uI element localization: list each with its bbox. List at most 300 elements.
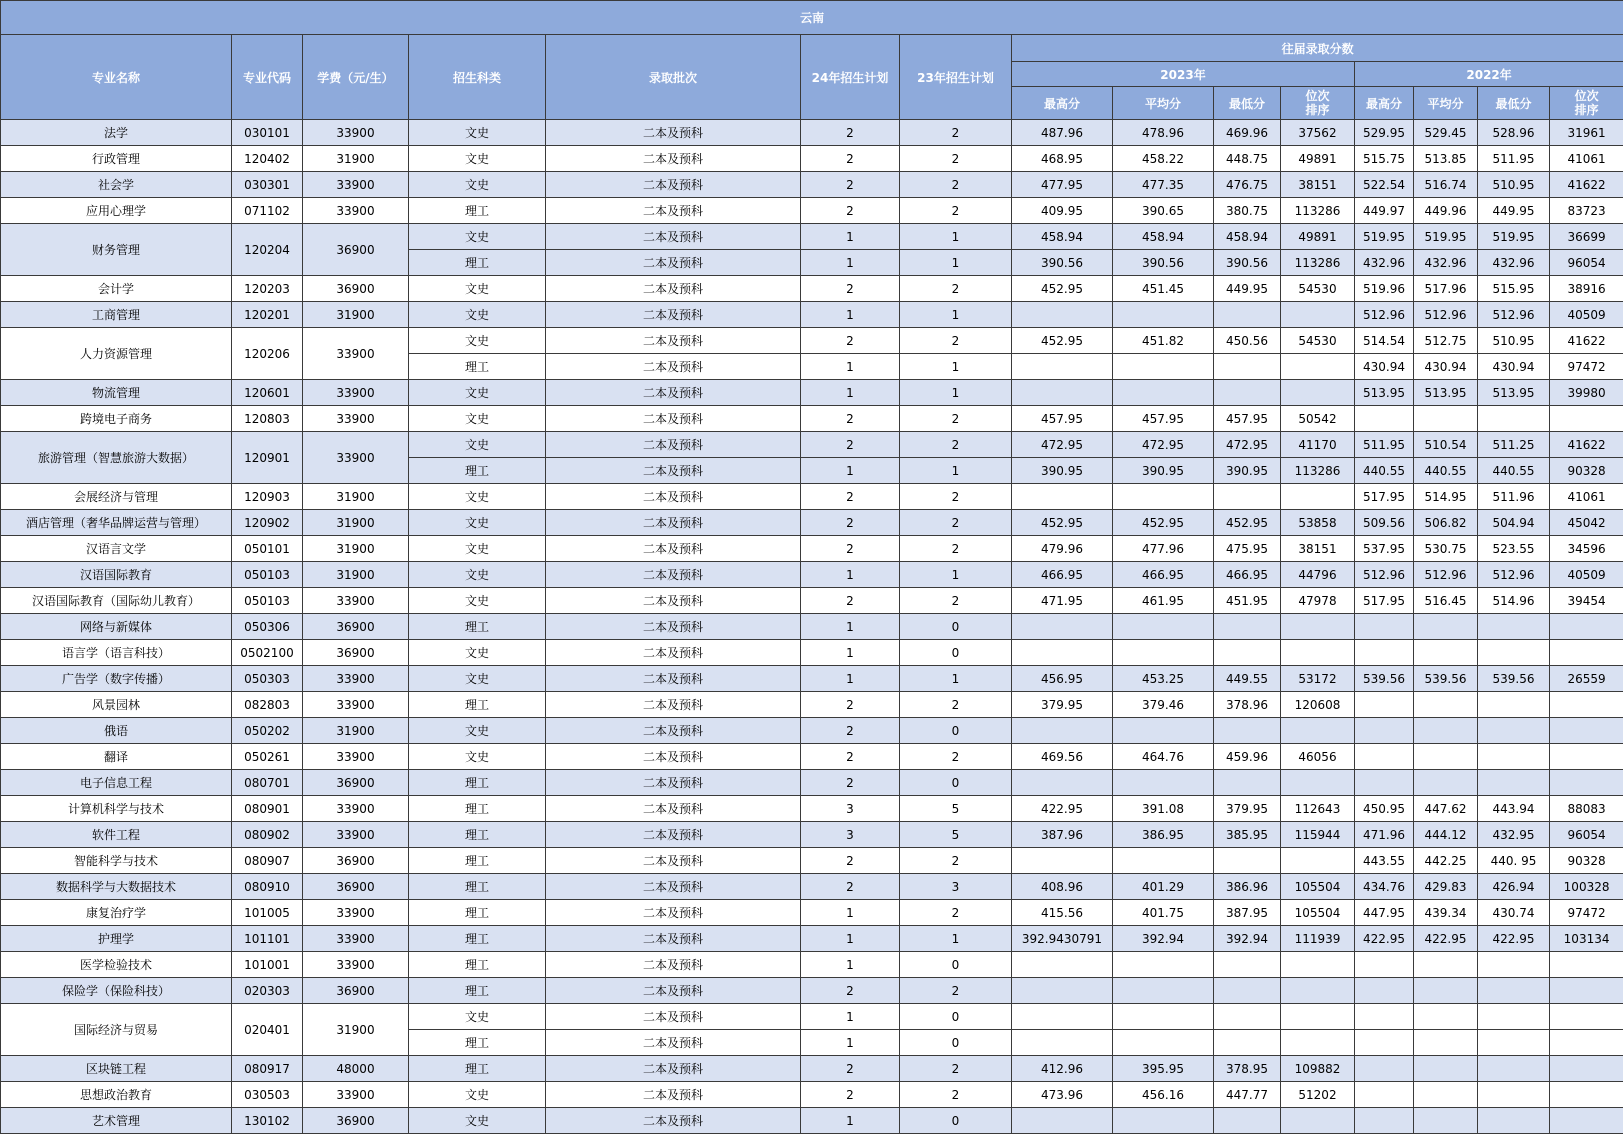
table-row bbox=[1, 562, 1623, 588]
subject-cell: 文史 bbox=[409, 1082, 546, 1108]
plan-2023-cell: 3 bbox=[900, 874, 1012, 900]
batch-cell: 二本及预科 bbox=[546, 224, 801, 250]
score-2022-max-cell bbox=[1355, 1082, 1414, 1108]
major-name-cell: 护理学 bbox=[1, 926, 232, 952]
batch-cell: 二本及预科 bbox=[546, 536, 801, 562]
plan-2023-cell: 1 bbox=[900, 354, 1012, 380]
batch-cell: 二本及预科 bbox=[546, 718, 801, 744]
major-code-cell: 030503 bbox=[232, 1082, 303, 1108]
plan-2023-cell: 1 bbox=[900, 926, 1012, 952]
score-2022-rank-cell: 41622 bbox=[1550, 432, 1623, 458]
score-2023-avg-cell bbox=[1113, 1004, 1214, 1030]
header-year-2022: 2022年 bbox=[1355, 62, 1623, 87]
score-2023-rank-cell: 54530 bbox=[1281, 328, 1355, 354]
score-2022-max-cell: 537.95 bbox=[1355, 536, 1414, 562]
batch-cell: 二本及预科 bbox=[546, 276, 801, 302]
score-2022-rank-cell: 103134 bbox=[1550, 926, 1623, 952]
score-2022-max-cell bbox=[1355, 406, 1414, 432]
table-row bbox=[1, 770, 1623, 796]
plan-2024-cell: 1 bbox=[801, 952, 900, 978]
plan-2024-cell: 1 bbox=[801, 562, 900, 588]
score-2022-max-cell bbox=[1355, 770, 1414, 796]
score-2023-rank-cell: 51202 bbox=[1281, 1082, 1355, 1108]
score-2023-avg-cell bbox=[1113, 848, 1214, 874]
plan-2024-cell: 1 bbox=[801, 458, 900, 484]
table-row bbox=[1, 874, 1623, 900]
score-2022-min-cell bbox=[1478, 640, 1550, 666]
score-2022-rank-cell: 26559 bbox=[1550, 666, 1623, 692]
score-2023-min-cell bbox=[1214, 354, 1281, 380]
tuition-cell: 33900 bbox=[303, 952, 409, 978]
score-2022-min-cell: 440. 95 bbox=[1478, 848, 1550, 874]
plan-2024-cell: 1 bbox=[801, 224, 900, 250]
plan-2023-cell: 0 bbox=[900, 1004, 1012, 1030]
score-2022-rank-cell: 45042 bbox=[1550, 510, 1623, 536]
plan-2023-cell: 2 bbox=[900, 744, 1012, 770]
score-2023-max-cell bbox=[1012, 614, 1113, 640]
score-2023-min-cell: 390.95 bbox=[1214, 458, 1281, 484]
score-2022-rank-cell: 39454 bbox=[1550, 588, 1623, 614]
score-2023-min-cell: 392.94 bbox=[1214, 926, 1281, 952]
score-2022-avg-cell: 513.85 bbox=[1414, 146, 1478, 172]
plan-2024-cell: 2 bbox=[801, 1056, 900, 1082]
plan-2024-cell: 2 bbox=[801, 588, 900, 614]
score-2023-max-cell bbox=[1012, 380, 1113, 406]
subject-cell: 理工 bbox=[409, 978, 546, 1004]
score-2023-min-cell: 449.95 bbox=[1214, 276, 1281, 302]
score-2023-max-cell: 458.94 bbox=[1012, 224, 1113, 250]
score-2023-rank-cell: 105504 bbox=[1281, 874, 1355, 900]
score-2023-avg-cell: 461.95 bbox=[1113, 588, 1214, 614]
tuition-cell: 31900 bbox=[303, 510, 409, 536]
score-2022-max-cell: 432.96 bbox=[1355, 250, 1414, 276]
score-2023-rank-cell: 112643 bbox=[1281, 796, 1355, 822]
rank-label-line1: 位次 bbox=[1574, 89, 1599, 103]
score-2022-rank-cell bbox=[1550, 1030, 1623, 1056]
score-2022-avg-cell: 516.74 bbox=[1414, 172, 1478, 198]
score-2022-min-cell: 449.95 bbox=[1478, 198, 1550, 224]
plan-2023-cell: 0 bbox=[900, 952, 1012, 978]
table-row bbox=[1, 224, 1623, 250]
score-2023-rank-cell: 53858 bbox=[1281, 510, 1355, 536]
score-2022-rank-cell: 36699 bbox=[1550, 224, 1623, 250]
score-2022-min-cell: 519.95 bbox=[1478, 224, 1550, 250]
score-2023-rank-cell bbox=[1281, 302, 1355, 328]
score-2023-max-cell: 379.95 bbox=[1012, 692, 1113, 718]
table-row bbox=[1, 432, 1623, 458]
batch-cell: 二本及预科 bbox=[546, 770, 801, 796]
score-2023-max-cell bbox=[1012, 1030, 1113, 1056]
batch-cell: 二本及预科 bbox=[546, 692, 801, 718]
tuition-cell: 33900 bbox=[303, 198, 409, 224]
plan-2023-cell: 1 bbox=[900, 562, 1012, 588]
major-name-cell: 旅游管理（智慧旅游大数据） bbox=[1, 432, 232, 484]
score-2022-rank-cell: 96054 bbox=[1550, 822, 1623, 848]
score-2023-min-cell: 378.96 bbox=[1214, 692, 1281, 718]
subject-cell: 文史 bbox=[409, 666, 546, 692]
plan-2024-cell: 2 bbox=[801, 198, 900, 224]
batch-cell: 二本及预科 bbox=[546, 484, 801, 510]
major-name-cell: 保险学（保险科技） bbox=[1, 978, 232, 1004]
score-2023-max-cell: 452.95 bbox=[1012, 328, 1113, 354]
score-2023-min-cell bbox=[1214, 640, 1281, 666]
tuition-cell: 36900 bbox=[303, 770, 409, 796]
batch-cell: 二本及预科 bbox=[546, 978, 801, 1004]
major-name-cell: 艺术管理 bbox=[1, 1108, 232, 1134]
plan-2023-cell: 2 bbox=[900, 276, 1012, 302]
tuition-cell: 33900 bbox=[303, 380, 409, 406]
score-2022-max-cell bbox=[1355, 1004, 1414, 1030]
score-2022-min-cell: 430.94 bbox=[1478, 354, 1550, 380]
score-2022-avg-cell bbox=[1414, 978, 1478, 1004]
header-2022-avg: 平均分 bbox=[1414, 87, 1478, 120]
major-name-cell: 广告学（数字传播） bbox=[1, 666, 232, 692]
score-2022-min-cell: 513.95 bbox=[1478, 380, 1550, 406]
score-2023-rank-cell: 50542 bbox=[1281, 406, 1355, 432]
major-code-cell: 082803 bbox=[232, 692, 303, 718]
score-2022-min-cell: 432.95 bbox=[1478, 822, 1550, 848]
plan-2024-cell: 1 bbox=[801, 1030, 900, 1056]
subject-cell: 文史 bbox=[409, 432, 546, 458]
batch-cell: 二本及预科 bbox=[546, 952, 801, 978]
header-tuition: 学费（元/生） bbox=[303, 35, 409, 120]
rank-label-line1: 位次 bbox=[1305, 89, 1330, 103]
tuition-cell: 33900 bbox=[303, 432, 409, 484]
plan-2023-cell: 0 bbox=[900, 1030, 1012, 1056]
score-2022-rank-cell bbox=[1550, 978, 1623, 1004]
score-2023-avg-cell bbox=[1113, 302, 1214, 328]
score-2023-max-cell: 487.96 bbox=[1012, 120, 1113, 146]
subject-cell: 理工 bbox=[409, 900, 546, 926]
score-2023-rank-cell bbox=[1281, 380, 1355, 406]
major-code-cell: 120203 bbox=[232, 276, 303, 302]
batch-cell: 二本及预科 bbox=[546, 562, 801, 588]
score-2023-min-cell: 472.95 bbox=[1214, 432, 1281, 458]
score-2023-min-cell: 390.56 bbox=[1214, 250, 1281, 276]
tuition-cell: 33900 bbox=[303, 796, 409, 822]
plan-2024-cell: 1 bbox=[801, 900, 900, 926]
score-2023-avg-cell bbox=[1113, 484, 1214, 510]
major-name-cell: 电子信息工程 bbox=[1, 770, 232, 796]
subject-cell: 理工 bbox=[409, 692, 546, 718]
plan-2023-cell: 2 bbox=[900, 484, 1012, 510]
major-code-cell: 050103 bbox=[232, 588, 303, 614]
score-2022-max-cell bbox=[1355, 718, 1414, 744]
plan-2023-cell: 2 bbox=[900, 146, 1012, 172]
header-major-code: 专业代码 bbox=[232, 35, 303, 120]
score-2022-max-cell: 449.97 bbox=[1355, 198, 1414, 224]
score-2022-avg-cell: 513.95 bbox=[1414, 380, 1478, 406]
subject-cell: 理工 bbox=[409, 848, 546, 874]
subject-cell: 文史 bbox=[409, 718, 546, 744]
plan-2023-cell: 1 bbox=[900, 224, 1012, 250]
score-2022-rank-cell bbox=[1550, 614, 1623, 640]
score-2023-rank-cell: 54530 bbox=[1281, 276, 1355, 302]
table-row bbox=[1, 692, 1623, 718]
plan-2024-cell: 1 bbox=[801, 1108, 900, 1134]
score-2022-min-cell: 515.95 bbox=[1478, 276, 1550, 302]
score-2022-max-cell bbox=[1355, 1056, 1414, 1082]
score-2023-rank-cell: 111939 bbox=[1281, 926, 1355, 952]
score-2023-min-cell bbox=[1214, 380, 1281, 406]
score-2023-avg-cell bbox=[1113, 614, 1214, 640]
score-2022-avg-cell bbox=[1414, 718, 1478, 744]
plan-2023-cell: 2 bbox=[900, 536, 1012, 562]
tuition-cell: 33900 bbox=[303, 926, 409, 952]
score-2022-max-cell: 450.95 bbox=[1355, 796, 1414, 822]
score-2023-avg-cell bbox=[1113, 380, 1214, 406]
score-2023-max-cell: 468.95 bbox=[1012, 146, 1113, 172]
score-2023-rank-cell bbox=[1281, 1030, 1355, 1056]
score-2022-rank-cell bbox=[1550, 640, 1623, 666]
score-2022-rank-cell: 41622 bbox=[1550, 328, 1623, 354]
batch-cell: 二本及预科 bbox=[546, 1056, 801, 1082]
score-2023-rank-cell bbox=[1281, 1108, 1355, 1134]
score-2022-min-cell: 510.95 bbox=[1478, 172, 1550, 198]
score-2022-avg-cell: 512.96 bbox=[1414, 302, 1478, 328]
score-2022-min-cell: 430.74 bbox=[1478, 900, 1550, 926]
plan-2024-cell: 2 bbox=[801, 744, 900, 770]
major-code-cell: 020401 bbox=[232, 1004, 303, 1056]
table-row bbox=[1, 510, 1623, 536]
subject-cell: 文史 bbox=[409, 224, 546, 250]
score-2023-rank-cell: 38151 bbox=[1281, 536, 1355, 562]
score-2022-rank-cell bbox=[1550, 1004, 1623, 1030]
score-2023-avg-cell: 457.95 bbox=[1113, 406, 1214, 432]
score-2023-min-cell: 475.95 bbox=[1214, 536, 1281, 562]
score-2022-avg-cell: 506.82 bbox=[1414, 510, 1478, 536]
subject-cell: 理工 bbox=[409, 796, 546, 822]
score-2023-min-cell: 466.95 bbox=[1214, 562, 1281, 588]
subject-cell: 文史 bbox=[409, 588, 546, 614]
score-2022-max-cell bbox=[1355, 614, 1414, 640]
header-2022-rank bbox=[1550, 87, 1623, 120]
plan-2023-cell: 2 bbox=[900, 978, 1012, 1004]
score-2023-avg-cell: 453.25 bbox=[1113, 666, 1214, 692]
plan-2023-cell: 2 bbox=[900, 172, 1012, 198]
batch-cell: 二本及预科 bbox=[546, 146, 801, 172]
plan-2023-cell: 1 bbox=[900, 302, 1012, 328]
score-2023-rank-cell: 47978 bbox=[1281, 588, 1355, 614]
score-2023-rank-cell bbox=[1281, 952, 1355, 978]
major-code-cell: 080901 bbox=[232, 796, 303, 822]
score-2023-min-cell: 449.55 bbox=[1214, 666, 1281, 692]
score-2022-min-cell bbox=[1478, 952, 1550, 978]
subject-cell: 理工 bbox=[409, 1056, 546, 1082]
score-2022-avg-cell: 422.95 bbox=[1414, 926, 1478, 952]
score-2022-min-cell bbox=[1478, 406, 1550, 432]
score-2023-avg-cell: 401.29 bbox=[1113, 874, 1214, 900]
tuition-cell: 33900 bbox=[303, 900, 409, 926]
score-2022-min-cell bbox=[1478, 614, 1550, 640]
score-2022-min-cell: 443.94 bbox=[1478, 796, 1550, 822]
score-2022-min-cell: 426.94 bbox=[1478, 874, 1550, 900]
score-2023-avg-cell: 477.35 bbox=[1113, 172, 1214, 198]
score-2022-max-cell: 529.95 bbox=[1355, 120, 1414, 146]
score-2023-max-cell: 409.95 bbox=[1012, 198, 1113, 224]
major-code-cell: 120903 bbox=[232, 484, 303, 510]
score-2022-max-cell bbox=[1355, 978, 1414, 1004]
score-2022-max-cell: 517.95 bbox=[1355, 588, 1414, 614]
batch-cell: 二本及预科 bbox=[546, 172, 801, 198]
table-row bbox=[1, 900, 1623, 926]
score-2023-min-cell: 476.75 bbox=[1214, 172, 1281, 198]
score-2022-max-cell: 447.95 bbox=[1355, 900, 1414, 926]
score-2023-rank-cell bbox=[1281, 848, 1355, 874]
score-2022-min-cell bbox=[1478, 1108, 1550, 1134]
score-2023-avg-cell bbox=[1113, 640, 1214, 666]
table-row bbox=[1, 1108, 1623, 1134]
score-2023-min-cell bbox=[1214, 718, 1281, 744]
plan-2024-cell: 2 bbox=[801, 276, 900, 302]
plan-2023-cell: 2 bbox=[900, 510, 1012, 536]
batch-cell: 二本及预科 bbox=[546, 1004, 801, 1030]
score-2023-max-cell: 390.95 bbox=[1012, 458, 1113, 484]
table-row bbox=[1, 744, 1623, 770]
table-row bbox=[1, 614, 1623, 640]
score-2023-avg-cell: 477.96 bbox=[1113, 536, 1214, 562]
subject-cell: 文史 bbox=[409, 536, 546, 562]
plan-2024-cell: 2 bbox=[801, 146, 900, 172]
score-2022-max-cell: 471.96 bbox=[1355, 822, 1414, 848]
major-code-cell: 120402 bbox=[232, 146, 303, 172]
plan-2023-cell: 2 bbox=[900, 588, 1012, 614]
subject-cell: 文史 bbox=[409, 1108, 546, 1134]
score-2022-max-cell bbox=[1355, 744, 1414, 770]
table-row bbox=[1, 1004, 1623, 1030]
subject-cell: 理工 bbox=[409, 952, 546, 978]
score-2022-avg-cell: 517.96 bbox=[1414, 276, 1478, 302]
score-2022-avg-cell bbox=[1414, 770, 1478, 796]
major-code-cell: 120601 bbox=[232, 380, 303, 406]
score-2022-avg-cell bbox=[1414, 744, 1478, 770]
table-row bbox=[1, 718, 1623, 744]
batch-cell: 二本及预科 bbox=[546, 458, 801, 484]
plan-2023-cell: 2 bbox=[900, 432, 1012, 458]
score-2022-max-cell bbox=[1355, 1030, 1414, 1056]
subject-cell: 理工 bbox=[409, 614, 546, 640]
subject-cell: 理工 bbox=[409, 822, 546, 848]
score-2022-avg-cell bbox=[1414, 1108, 1478, 1134]
score-2023-avg-cell bbox=[1113, 952, 1214, 978]
score-2023-rank-cell bbox=[1281, 718, 1355, 744]
header-major-name: 专业名称 bbox=[1, 35, 232, 120]
score-2022-min-cell bbox=[1478, 692, 1550, 718]
score-2022-min-cell bbox=[1478, 770, 1550, 796]
score-2023-rank-cell bbox=[1281, 484, 1355, 510]
major-name-cell: 汉语国际教育 bbox=[1, 562, 232, 588]
score-2023-min-cell: 459.96 bbox=[1214, 744, 1281, 770]
batch-cell: 二本及预科 bbox=[546, 614, 801, 640]
plan-2023-cell: 2 bbox=[900, 198, 1012, 224]
major-code-cell: 050101 bbox=[232, 536, 303, 562]
tuition-cell: 31900 bbox=[303, 146, 409, 172]
score-2023-max-cell bbox=[1012, 354, 1113, 380]
score-2022-max-cell: 434.76 bbox=[1355, 874, 1414, 900]
score-2023-avg-cell: 458.94 bbox=[1113, 224, 1214, 250]
batch-cell: 二本及预科 bbox=[546, 1108, 801, 1134]
plan-2023-cell: 0 bbox=[900, 718, 1012, 744]
score-2023-max-cell: 390.56 bbox=[1012, 250, 1113, 276]
score-2022-rank-cell: 90328 bbox=[1550, 848, 1623, 874]
major-name-cell: 区块链工程 bbox=[1, 1056, 232, 1082]
header-plan-2023: 23年招生计划 bbox=[900, 35, 1012, 120]
plan-2023-cell: 2 bbox=[900, 1082, 1012, 1108]
score-2023-rank-cell: 115944 bbox=[1281, 822, 1355, 848]
plan-2024-cell: 2 bbox=[801, 1082, 900, 1108]
subject-cell: 文史 bbox=[409, 328, 546, 354]
plan-2024-cell: 2 bbox=[801, 718, 900, 744]
subject-cell: 理工 bbox=[409, 1030, 546, 1056]
plan-2024-cell: 2 bbox=[801, 692, 900, 718]
major-code-cell: 120803 bbox=[232, 406, 303, 432]
batch-cell: 二本及预科 bbox=[546, 822, 801, 848]
plan-2024-cell: 2 bbox=[801, 432, 900, 458]
score-2022-rank-cell: 90328 bbox=[1550, 458, 1623, 484]
batch-cell: 二本及预科 bbox=[546, 354, 801, 380]
score-2023-min-cell: 387.95 bbox=[1214, 900, 1281, 926]
score-2022-avg-cell: 429.83 bbox=[1414, 874, 1478, 900]
plan-2024-cell: 3 bbox=[801, 822, 900, 848]
batch-cell: 二本及预科 bbox=[546, 432, 801, 458]
score-2022-rank-cell: 31961 bbox=[1550, 120, 1623, 146]
table-row bbox=[1, 1056, 1623, 1082]
score-2023-max-cell: 392.9430791 bbox=[1012, 926, 1113, 952]
subject-cell: 文史 bbox=[409, 562, 546, 588]
subject-cell: 文史 bbox=[409, 744, 546, 770]
score-2022-min-cell: 440.55 bbox=[1478, 458, 1550, 484]
plan-2024-cell: 1 bbox=[801, 926, 900, 952]
major-name-cell: 思想政治教育 bbox=[1, 1082, 232, 1108]
subject-cell: 理工 bbox=[409, 198, 546, 224]
table-row bbox=[1, 978, 1623, 1004]
score-2023-avg-cell: 395.95 bbox=[1113, 1056, 1214, 1082]
score-2023-avg-cell: 379.46 bbox=[1113, 692, 1214, 718]
major-name-cell: 应用心理学 bbox=[1, 198, 232, 224]
table-row bbox=[1, 198, 1623, 224]
score-2023-max-cell: 457.95 bbox=[1012, 406, 1113, 432]
score-2023-min-cell bbox=[1214, 848, 1281, 874]
score-2022-max-cell: 539.56 bbox=[1355, 666, 1414, 692]
batch-cell: 二本及预科 bbox=[546, 328, 801, 354]
score-2022-max-cell: 519.96 bbox=[1355, 276, 1414, 302]
score-2023-avg-cell: 456.16 bbox=[1113, 1082, 1214, 1108]
score-2023-max-cell bbox=[1012, 718, 1113, 744]
score-2022-avg-cell: 444.12 bbox=[1414, 822, 1478, 848]
score-2022-min-cell: 511.95 bbox=[1478, 146, 1550, 172]
plan-2023-cell: 1 bbox=[900, 380, 1012, 406]
score-2023-min-cell bbox=[1214, 978, 1281, 1004]
score-2023-max-cell: 415.56 bbox=[1012, 900, 1113, 926]
score-2023-rank-cell: 113286 bbox=[1281, 458, 1355, 484]
score-2023-min-cell: 452.95 bbox=[1214, 510, 1281, 536]
score-2022-rank-cell: 41061 bbox=[1550, 146, 1623, 172]
score-2023-max-cell bbox=[1012, 848, 1113, 874]
score-2023-min-cell bbox=[1214, 952, 1281, 978]
score-2022-max-cell: 514.54 bbox=[1355, 328, 1414, 354]
batch-cell: 二本及预科 bbox=[546, 666, 801, 692]
plan-2023-cell: 5 bbox=[900, 796, 1012, 822]
score-2023-avg-cell bbox=[1113, 1030, 1214, 1056]
tuition-cell: 36900 bbox=[303, 614, 409, 640]
major-name-cell: 法学 bbox=[1, 120, 232, 146]
score-2022-min-cell: 510.95 bbox=[1478, 328, 1550, 354]
score-2022-avg-cell: 510.54 bbox=[1414, 432, 1478, 458]
subject-cell: 理工 bbox=[409, 250, 546, 276]
score-2022-avg-cell: 514.95 bbox=[1414, 484, 1478, 510]
major-name-cell: 语言学（语言科技） bbox=[1, 640, 232, 666]
major-name-cell: 人力资源管理 bbox=[1, 328, 232, 380]
